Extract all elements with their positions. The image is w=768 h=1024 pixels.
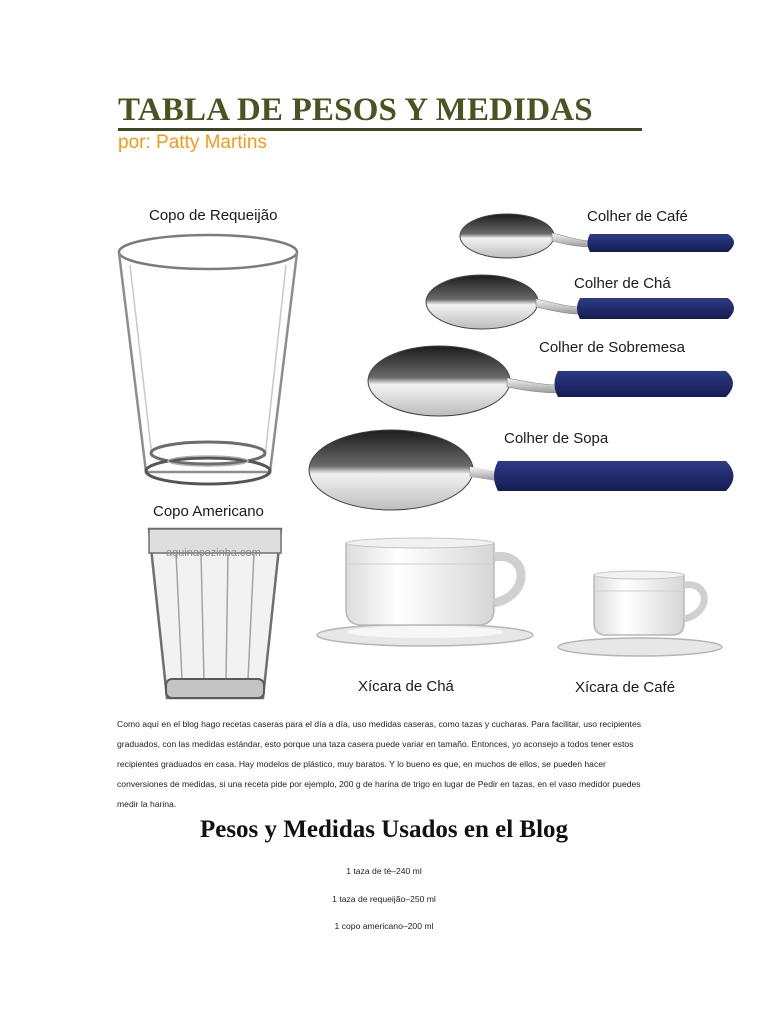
label-colher-cha: Colher de Chá	[574, 275, 671, 292]
author-byline: por: Patty Martins	[118, 132, 267, 153]
title-underline	[118, 128, 642, 131]
label-colher-cafe: Colher de Café	[587, 208, 688, 225]
page-title: TABLA DE PESOS Y MEDIDAS	[118, 92, 593, 128]
label-copo-requeijao: Copo de Requeijão	[149, 207, 278, 224]
watermark-text: aquinacozinha.com	[166, 547, 261, 559]
xicara-cha-cup-illustration	[317, 538, 533, 646]
intro-paragraph: Como aquí en el blog hago recetas caseras para el día a día, uso medidas caseras, como tazas y cucharas. Para facilitar, uso recipientes graduados, con las medidas estándar, esto porque una taza casera puede variar en tamaño. Entonces, yo aconsejo a todos tener estos recipientes graduados en casa. Hay modelos de plástico, muy baratos. Y lo bueno es que, en muchos de ellos, se pueden hacer conversiones de medidas, si una receta pide por ejemplo, 200 g de harina de trigo en lugar de Pedir en tazas, en el vaso medidor puedes medir la harina.	[117, 719, 642, 809]
xicara-cafe-cup-illustration	[558, 571, 722, 656]
measure-item: 1 taza de requeijão–250 ml	[332, 894, 436, 904]
label-copo-americano: Copo Americano	[153, 503, 264, 520]
measuring-utensils-figure	[100, 195, 750, 705]
measure-item: 1 copo americano–200 ml	[334, 921, 434, 931]
label-xicara-cafe: Xícara de Café	[575, 679, 676, 696]
colher-sobremesa-spoon-illustration	[368, 346, 733, 416]
measure-item: 1 taza de té–240 ml	[346, 866, 422, 876]
label-xicara-cha: Xícara de Chá	[358, 678, 454, 695]
section-title: Pesos y Medidas Usados en el Blog	[199, 816, 569, 843]
label-colher-sopa: Colher de Sopa	[504, 430, 609, 447]
label-colher-sobremesa: Colher de Sobremesa	[539, 339, 685, 356]
requeijao-glass-illustration	[119, 235, 297, 484]
